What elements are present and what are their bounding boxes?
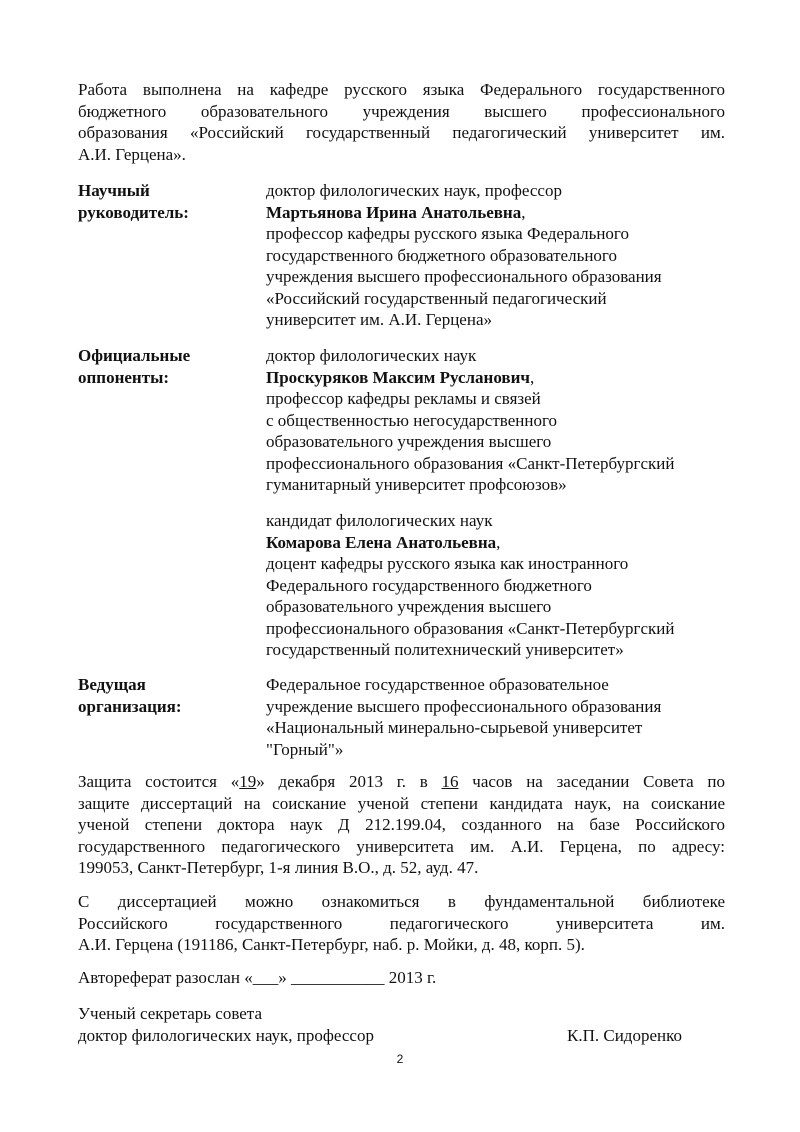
opponent-first: доктор филологических наук Проскуряков Максим Русланович, профессор кафедры рекламы и связей с общественностью негосударственного образовательного учреждения высшего профессионального образования «Санкт-Петербургский гуманитарный университет профсоюзов» — [266, 345, 736, 496]
library-line: А.И. Герцена (191186, Санкт-Петербург, наб. р. Мойки, д. 48, корп. 5). — [78, 935, 585, 954]
opponent-second: кандидат филологических наук Комарова Елена Анатольевна, доцент кафедры русского языка как иностранного Федерального государственного бюджетного образовательного учреждения высшего профессионального образования «Санкт-Петербургский государственный политехнический университет» — [266, 510, 736, 661]
library-paragraph — [78, 891, 725, 956]
supervisor-label: Научный руководитель: — [78, 181, 189, 222]
supervisor-degree: доктор филологических наук, профессор — [266, 181, 562, 200]
intro-line: А.И. Герцена». — [78, 144, 186, 164]
page-number: 2 — [396, 1052, 404, 1066]
defense-line: государственного педагогического университета им. А.И. Герцена, по адресу: — [78, 836, 725, 856]
leading-org-label: Ведущая организация: — [78, 675, 182, 716]
supervisor-name-line: Мартьянова Ирина Анатольевна, — [266, 202, 526, 222]
abstract-sent: Автореферат разослан «___» ___________ 2013 г. — [78, 968, 437, 987]
defense-line: 199053, Санкт-Петербург, 1-я линия В.О., д. 52, ауд. 47. — [78, 858, 479, 877]
signature-name: К.П. Сидоренко — [567, 1025, 682, 1045]
intro-paragraph — [78, 79, 725, 165]
defense-line: защите диссертаций на соискание ученой степени кандидата наук, на соискание — [78, 793, 725, 813]
signature-title: Ученый секретарь совета — [78, 1004, 262, 1023]
defense-line: Защита состоится «19» декабря 2013 г. в 16 часов на заседании Совета по — [78, 772, 725, 791]
opponent-first-name-line: Проскуряков Максим Русланович, — [266, 367, 535, 387]
defense-line: ученой степени доктора наук Д 212.199.04, созданного на базе Российского — [78, 815, 725, 834]
library-line: С диссертацией можно ознакомиться в фундаментальной библиотеке — [78, 892, 725, 911]
supervisor-details: доктор филологических наук, профессор Мартьянова Ирина Анатольевна, профессор кафедры русского языка Федерального государственного бюджетного образовательного учреждения высшего профессионального образования «Российский государственный педагогический университет им. А.И. Герцена» — [266, 180, 736, 331]
signature-block — [78, 1003, 698, 1046]
opponent-first-name: Проскуряков Максим Русланович — [266, 367, 530, 387]
intro-line: бюджетного образовательного учреждения высшего профессионального — [78, 101, 725, 121]
signature-degree: доктор филологических наук, профессор — [78, 1025, 374, 1045]
opponent-second-name-line: Комарова Елена Анатольевна, — [266, 532, 501, 552]
opponent-second-name: Комарова Елена Анатольевна — [266, 532, 497, 552]
defense-day: 19 — [239, 772, 257, 791]
supervisor-name: Мартьянова Ирина Анатольевна — [266, 202, 522, 222]
intro-line: Работа выполнена на кафедре русского языка Федерального государственного — [78, 80, 725, 99]
leading-org-details: Федеральное государственное образовательное учреждение высшего профессионального образования «Национальный минерально-сырьевой университет "Горный"» — [266, 675, 662, 759]
library-line: Российского государственного педагогического университета им. — [78, 913, 725, 933]
intro-line: образования «Российский государственный педагогический университет им. — [78, 123, 725, 142]
defense-paragraph — [78, 771, 725, 879]
opponent-first-degree: доктор филологических наук — [266, 346, 477, 365]
opponent-second-degree: кандидат филологических наук — [266, 511, 493, 530]
signature-degree-line — [78, 1025, 698, 1047]
opponents-label: Официальные оппоненты: — [78, 346, 191, 387]
defense-hour: 16 — [441, 772, 459, 791]
